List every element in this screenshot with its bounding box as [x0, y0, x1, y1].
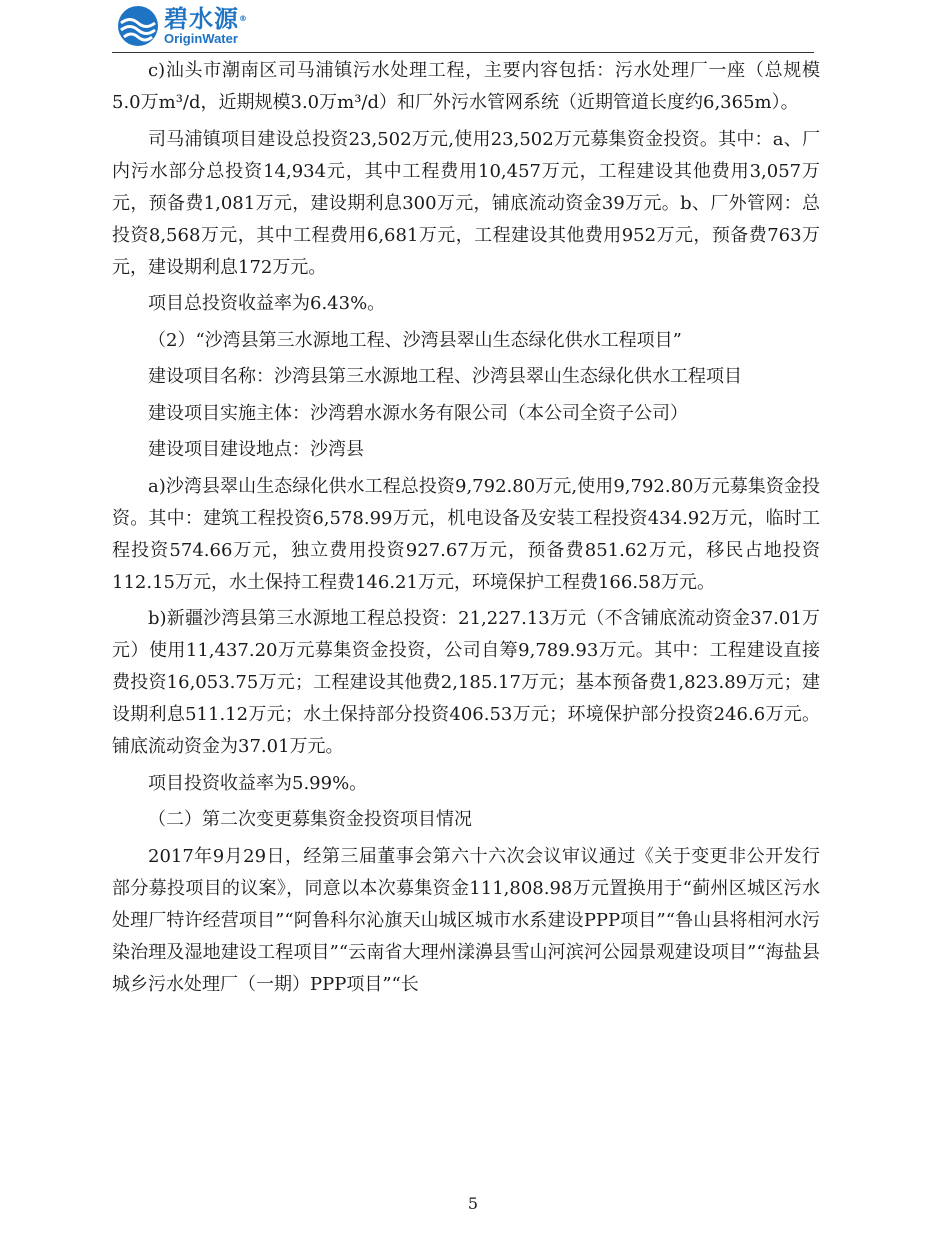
paragraph-cuishan-investment: a)沙湾县翠山生态绿化供水工程总投资9,792.80万元,使用9,792.80万元募集资金投资。其中：建筑工程投资6,578.99万元，机电设备及安装工程投资434.92万元，临时工程投资574.66万元，独立费用投资927.67万元，预备费851.62万元，移民占地投资112.15万元，水土保持工程费146.21万元，环境保护工程费166.58万元。 — [112, 475, 820, 593]
company-logo — [116, 4, 248, 48]
paragraph-shawan-heading: （2）“沙湾县第三水源地工程、沙湾县翠山生态绿化供水工程项目” — [148, 329, 682, 351]
paragraph-shawan-return: 项目投资收益率为5.99%。 — [148, 772, 368, 794]
logo-english-name: OriginWater — [164, 31, 238, 46]
paragraph-project-name: 建设项目名称：沙湾县第三水源地工程、沙湾县翠山生态绿化供水工程项目 — [148, 366, 742, 387]
page-header — [112, 0, 814, 52]
paragraph-board-resolution: 2017年9月29日，经第三届董事会第六十六次会议审议通过《关于变更非公开发行部分募投项目的议案》，同意以本次募集资金111,808.98万元置换用于“蓟州区城区污水处理厂特许经营项目”“阿鲁科尔沁旗天山城区城市水系建设PPP项目”“鲁山县将相河水污染治理及湿地建设工程项目”“云南省大理州漾濞县雪山河滨河公园景观建设项目”“海盐县城乡污水处理厂（一期）PPP项目”“长 — [112, 845, 820, 995]
paragraph-simapu-investment: 司马浦镇项目建设总投资23,502万元,使用23,502万元募集资金投资。其中：a、厂内污水部分总投资14,934元，其中工程费用10,457万元，工程建设其他费用3,057万元，预备费1,081万元，建设期利息300万元，铺底流动资金39万元。b、厂外管网：总投资8,568万元，其中工程费用6,681万元，工程建设其他费用952万元，预备费763万元，建设期利息172万元。 — [112, 128, 820, 278]
paragraph-simapu-return: 项目总投资收益率为6.43%。 — [148, 293, 386, 314]
page-number: 5 — [467, 1194, 479, 1213]
paragraph-project-location: 建设项目建设地点：沙湾县 — [148, 439, 364, 460]
header-divider — [112, 52, 814, 53]
paragraph-project-c: c)汕头市潮南区司马浦镇污水处理工程，主要内容包括：污水处理厂一座（总规模5.0万m³/d，近期规模3.0万m³/d）和厂外污水管网系统（近期管道长度约6,365m）。 — [112, 60, 820, 113]
registered-mark: ® — [239, 14, 248, 23]
paragraph-project-entity: 建设项目实施主体：沙湾碧水源水务有限公司（本公司全资子公司） — [148, 402, 688, 424]
water-drop-logo-icon — [116, 4, 160, 48]
paragraph-third-water-source: b)新疆沙湾县第三水源地工程总投资：21,227.13万元（不含铺底流动资金37.01万元）使用11,437.20万元募集资金投资，公司自筹9,789.93万元。其中：工程建设直接费投资16,053.75万元；工程建设其他费2,185.17万元；基本预备费1,823.89万元；建设期利息511.12万元；水土保持部分投资406.53万元；环境保护部分投资246.6万元。铺底流动资金为37.01万元。 — [112, 608, 820, 757]
document-body — [112, 55, 820, 1005]
logo-chinese-name: 碧水源 — [164, 5, 239, 33]
section-heading-second-change: （二）第二次变更募集资金投资项目情况 — [148, 809, 472, 830]
